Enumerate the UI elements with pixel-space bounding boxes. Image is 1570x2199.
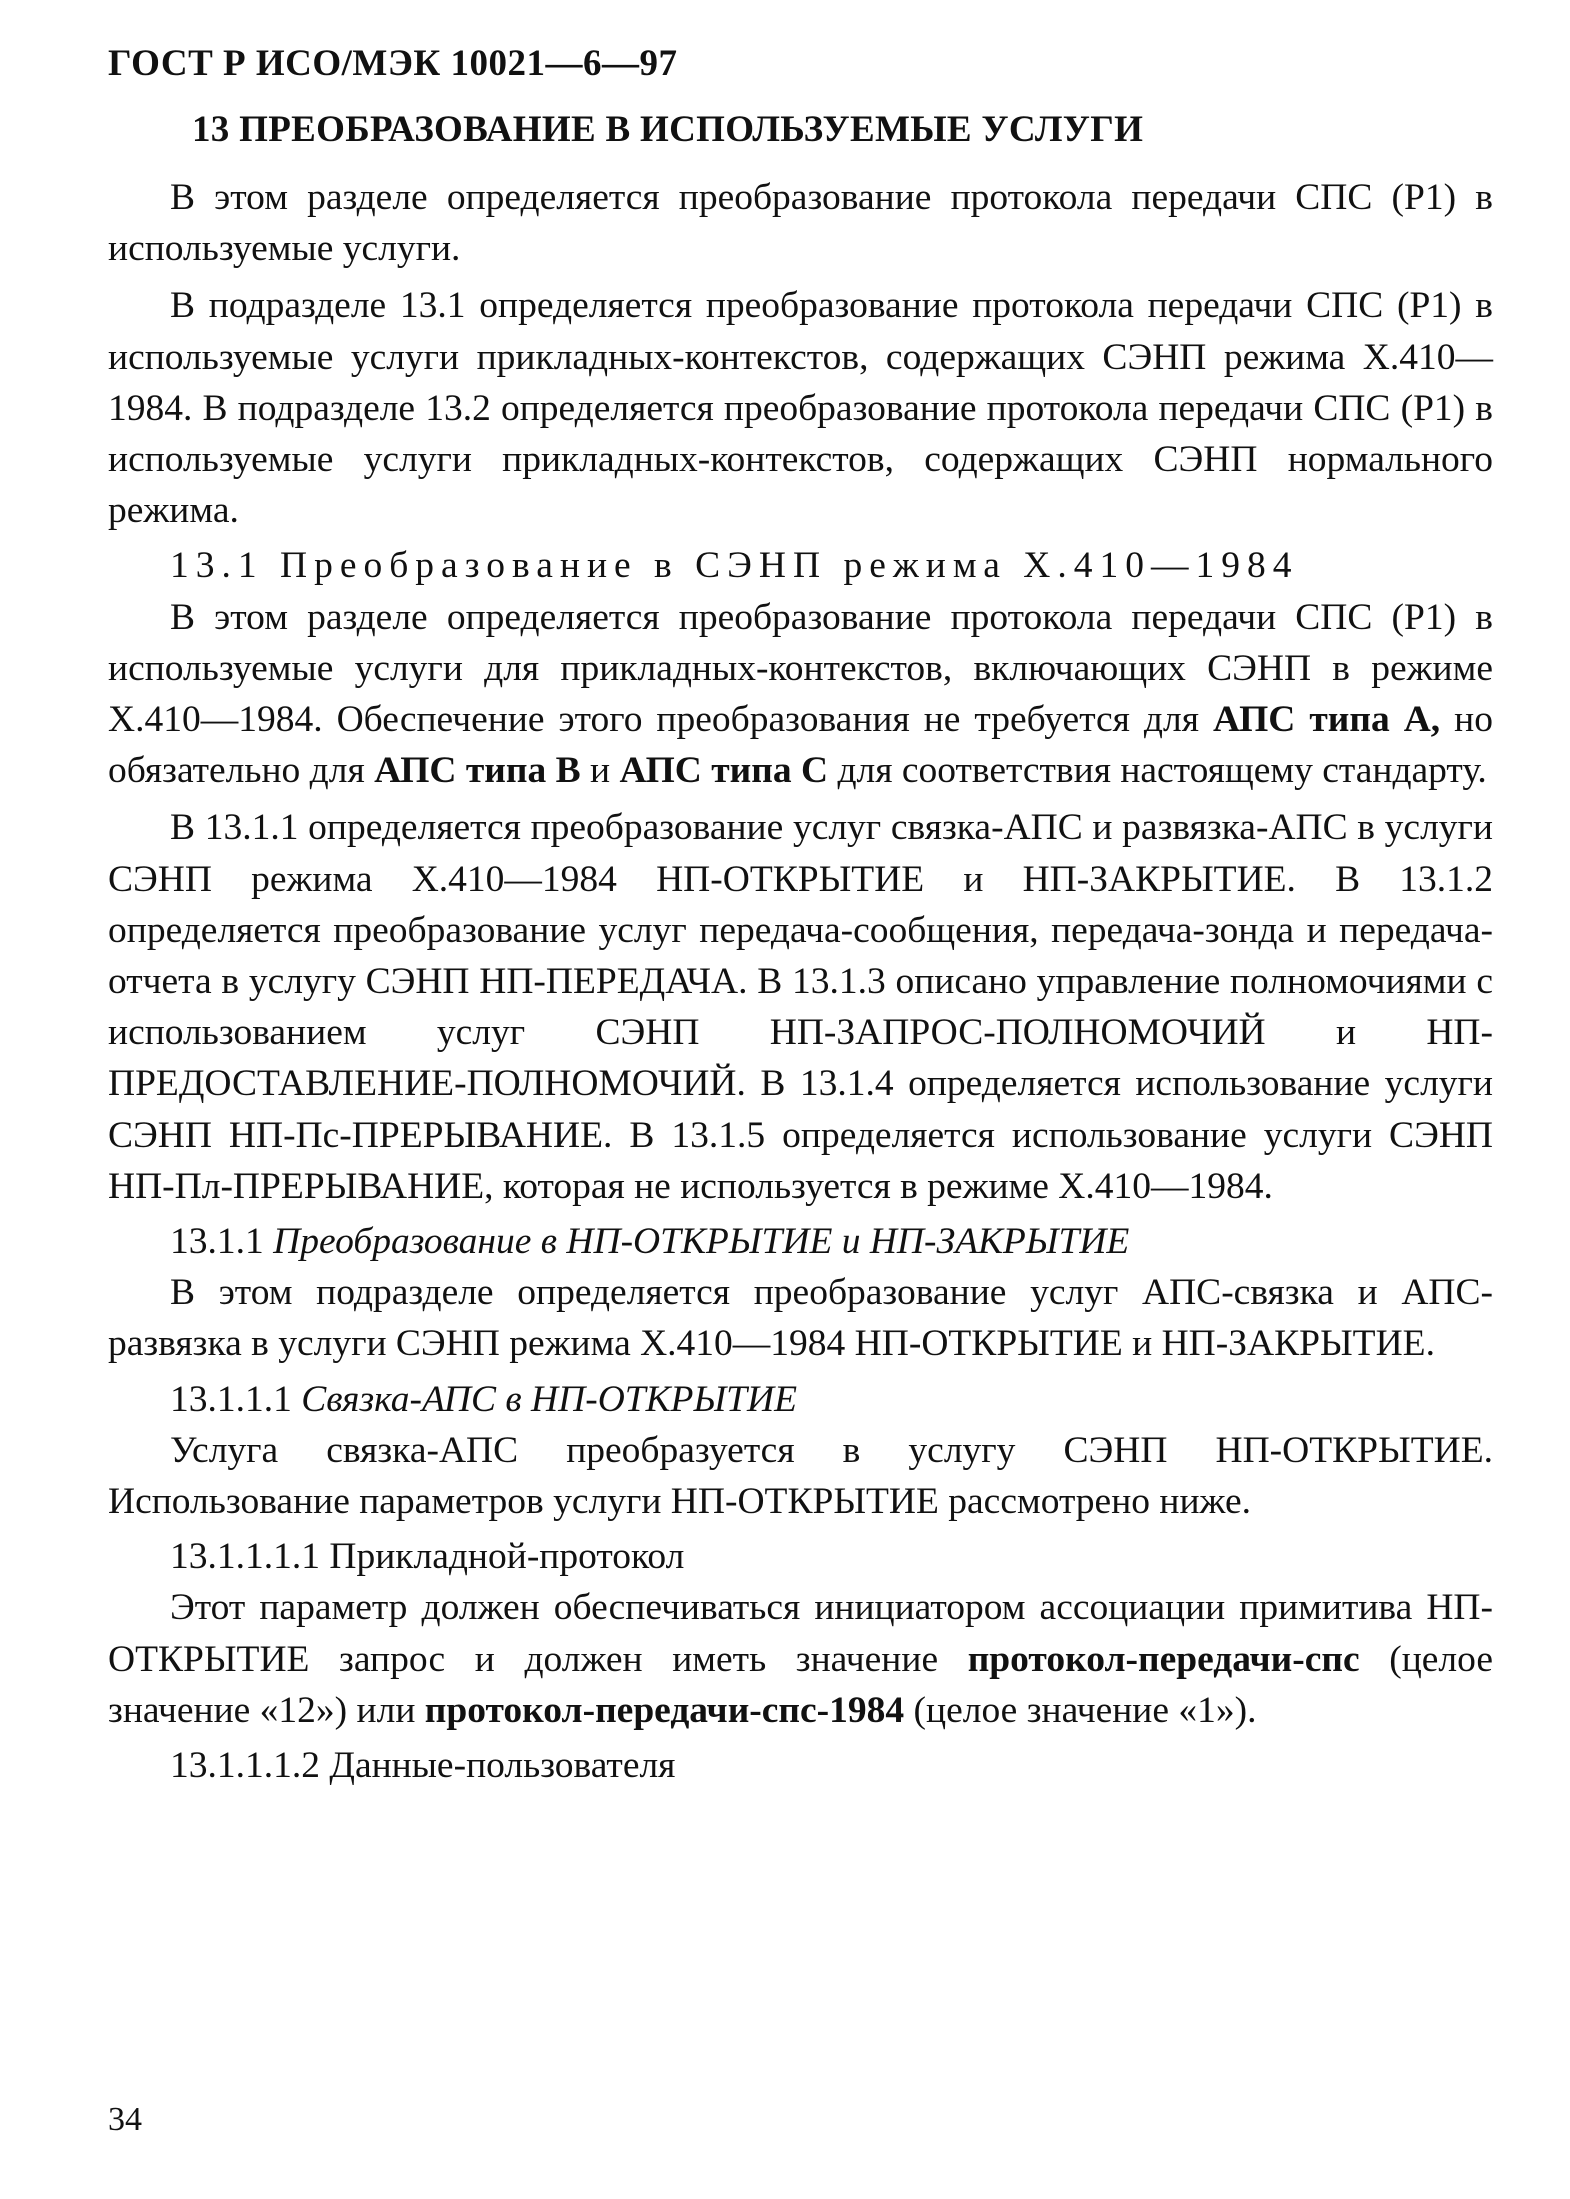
text-run: В этом разделе определяется преобразование протокола передачи СПС (Р1) в используемые услуги для прикладных-контекстов, включающих СЭНП в режиме Х.410—1984. Обеспечение этого преобразования не требуется для: [108, 596, 1493, 741]
text-run: и: [580, 750, 620, 792]
document-page: [108, 40, 1493, 1791]
paragraph-application-protocol: [108, 1582, 1493, 1736]
subsection-number: 13.1.1: [170, 1221, 264, 1263]
bold-term-protocol-1984: протокол-передачи-спс-1984: [424, 1689, 905, 1731]
paragraph-13-1-1-body: В этом подразделе определяется преобразование услуг АПС-связка и АПС-развязка в услуги СЭНП режима Х.410—1984 НП-ОТКРЫТИЕ и НП-ЗАКРЫТИЕ.: [108, 1272, 1493, 1365]
subsection-heading-13-1-1-1-2: 13.1.1.1.2 Данные-пользователя: [170, 1745, 676, 1787]
page-number: 34: [108, 2101, 142, 2138]
text-run: (целое значение «1»).: [904, 1689, 1257, 1731]
bold-term-aps-type-a: АПС типа А,: [1212, 699, 1441, 741]
subsection-title: Преобразование в НП-ОТКРЫТИЕ и НП-ЗАКРЫТИЕ: [273, 1221, 1130, 1263]
paragraph-13-1-1-1-body: Услуга связка-АПС преобразуется в услугу СЭНП НП-ОТКРЫТИЕ. Использование параметров услуги НП-ОТКРЫТИЕ рассмотрено ниже.: [108, 1429, 1493, 1523]
text-run: (целое значение «12») или: [108, 1638, 1493, 1731]
text-run: для соответствия настоящему стандарту.: [828, 750, 1487, 792]
subsection-heading-13-1-1-1-1: 13.1.1.1.1 Прикладной-протокол: [170, 1536, 685, 1578]
subsection-heading-13-1-1: [108, 1216, 1493, 1267]
paragraph-13-1-body: [108, 592, 1493, 797]
subsection-heading-13-1-1-1: [108, 1374, 1493, 1425]
subsection-number: 13.1.1.1: [170, 1378, 292, 1420]
document-code-header: ГОСТ Р ИСО/МЭК 10021—6—97: [108, 43, 678, 84]
text-run: Этот параметр должен обеспечиваться инициатором ассоциации примитива НП-ОТКРЫТИЕ запрос и должен иметь значение: [108, 1587, 1493, 1680]
paragraph-intro: В этом разделе определяется преобразование протокола передачи СПС (Р1) в используемые услуги.: [108, 177, 1493, 270]
bold-term-aps-type-b: АПС типа В: [374, 750, 581, 792]
paragraph-subsections-overview: В подразделе 13.1 определяется преобразование протокола передачи СПС (Р1) в используемые услуги прикладных-контекстов, содержащих СЭНП режима Х.410—1984. В подразделе 13.2 определяется преобразование протокола передачи СПС (Р1) в используемые услуги прикладных-контекстов, содержащих СЭНП нормального режима.: [108, 285, 1493, 532]
subsection-heading-13-1: 13.1 Преобразование в СЭНП режима Х.410—1984: [170, 545, 1299, 587]
section-title: 13 ПРЕОБРАЗОВАНИЕ В ИСПОЛЬЗУЕМЫЕ УСЛУГИ: [192, 109, 1144, 150]
bold-term-protocol: протокол-передачи-спс: [967, 1638, 1360, 1680]
paragraph-13-1-services: В 13.1.1 определяется преобразование услуг связка-АПС и развязка-АПС в услуги СЭНП режима Х.410—1984 НП-ОТКРЫТИЕ и НП-ЗАКРЫТИЕ. В 13.1.2 определяется преобразование услуг передача-сообщения, передача-зонда и передача-отчета в услугу СЭНП НП-ПЕРЕДАЧА. В 13.1.3 описано управление полномочиями с использованием услуг СЭНП НП-ЗАПРОС-ПОЛНОМОЧИЙ и НП-ПРЕДОСТАВЛЕНИЕ-ПОЛНОМОЧИЙ. В 13.1.4 определяется использование услуги СЭНП НП-Пс-ПРЕРЫВАНИЕ. В 13.1.5 определяется использование услуги СЭНП НП-Пл-ПРЕРЫВАНИЕ, которая не используется в режиме Х.410—1984.: [108, 807, 1493, 1207]
bold-term-aps-type-c: АПС типа С: [619, 750, 829, 792]
subsection-title: Связка-АПС в НП-ОТКРЫТИЕ: [301, 1378, 797, 1420]
text-run: но обязательно для: [108, 699, 1493, 792]
